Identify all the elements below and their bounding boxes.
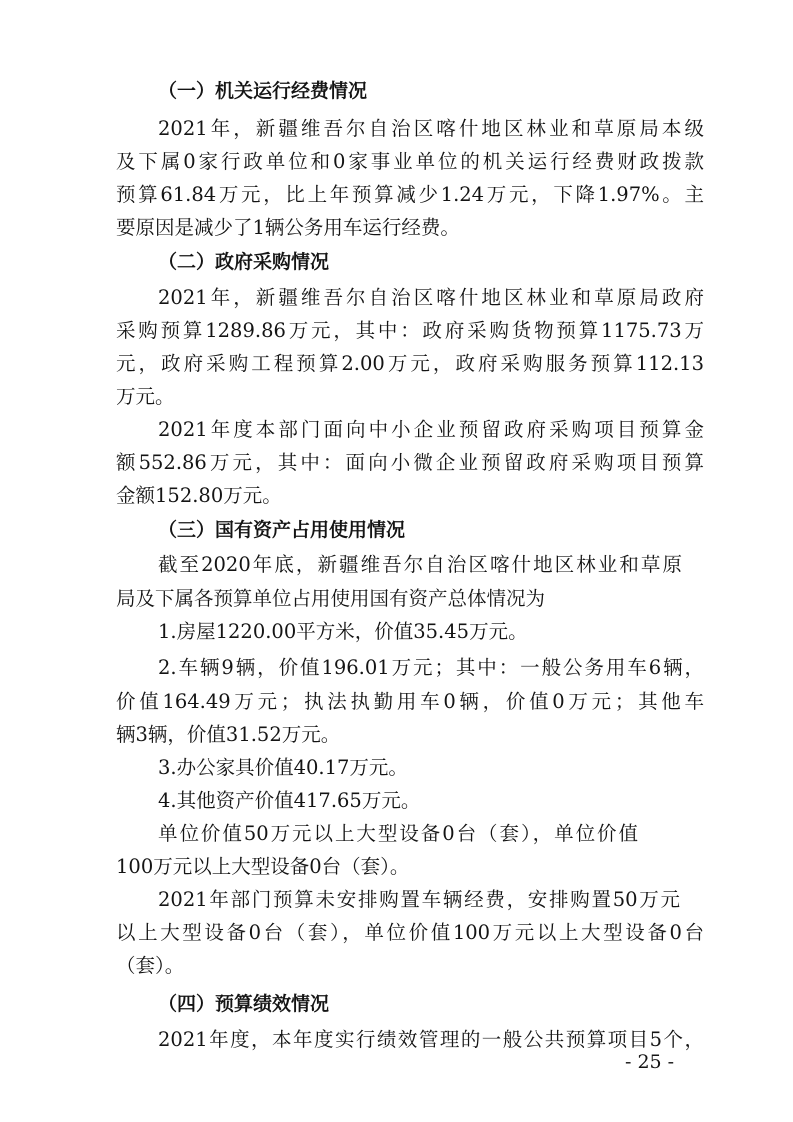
section-heading-4: （四）预算绩效情况 (158, 993, 330, 1015)
list-item: 1.房屋1220.00平方米，价值35.45万元。 (158, 620, 528, 643)
list-item: 2.车辆9辆，价值196.01万元；其中：一般公务用车6辆， (158, 656, 704, 679)
paragraph-line: 2021年度，本年度实行绩效管理的一般公共预算项目5个， (158, 1028, 704, 1051)
paragraph-line: 2021年度本部门面向中小企业预留政府采购项目预算金 (158, 418, 704, 441)
list-item: 3.办公家具价值40.17万元。 (158, 756, 408, 779)
paragraph-line: 100万元以上大型设备0台（套）。 (116, 855, 410, 878)
section-heading-1: （一）机关运行经费情况 (158, 80, 368, 102)
paragraph-line: 价值164.49万元；执法执勤用车0辆，价值0万元；其他车 (116, 690, 704, 713)
paragraph-line: 单位价值50万元以上大型设备0台（套），单位价值 (158, 822, 638, 845)
section-heading-2: （二）政府采购情况 (158, 251, 330, 273)
paragraph-line: 金额152.80万元。 (116, 484, 282, 507)
paragraph-line: 辆3辆，价值31.52万元。 (116, 723, 341, 746)
page-number: - 25 - (625, 1051, 675, 1073)
paragraph-line: 元，政府采购工程预算2.00万元，政府采购服务预算112.13 (116, 352, 704, 375)
paragraph-line: 额552.86万元，其中：面向小微企业预留政府采购项目预算 (116, 451, 704, 474)
paragraph-line: 要原因是减少了1辆公务用车运行经费。 (116, 216, 460, 239)
paragraph-line: 以上大型设备0台（套），单位价值100万元以上大型设备0台 (116, 921, 704, 944)
paragraph-line: 截至2020年底，新疆维吾尔自治区喀什地区林业和草原 (158, 553, 682, 576)
paragraph-line: 2021年，新疆维吾尔自治区喀什地区林业和草原局本级 (158, 117, 704, 140)
paragraph-line: 及下属0家行政单位和0家事业单位的机关运行经费财政拨款 (116, 150, 704, 173)
paragraph-line: 2021年部门预算未安排购置车辆经费，安排购置50万元 (158, 888, 680, 911)
paragraph-line: （套）。 (116, 954, 185, 977)
paragraph-line: 预算61.84万元，比上年预算减少1.24万元，下降1.97%。主 (116, 183, 704, 206)
paragraph-line: 采购预算1289.86万元，其中：政府采购货物预算1175.73万 (116, 319, 704, 342)
list-item: 4.其他资产价值417.65万元。 (158, 789, 421, 812)
paragraph-line: 2021年，新疆维吾尔自治区喀什地区林业和草原局政府 (158, 286, 704, 309)
section-heading-3: （三）国有资产占用使用情况 (158, 519, 406, 541)
paragraph-line: 局及下属各预算单位占用使用国有资产总体情况为 (116, 587, 546, 610)
paragraph-line: 万元。 (116, 385, 175, 408)
